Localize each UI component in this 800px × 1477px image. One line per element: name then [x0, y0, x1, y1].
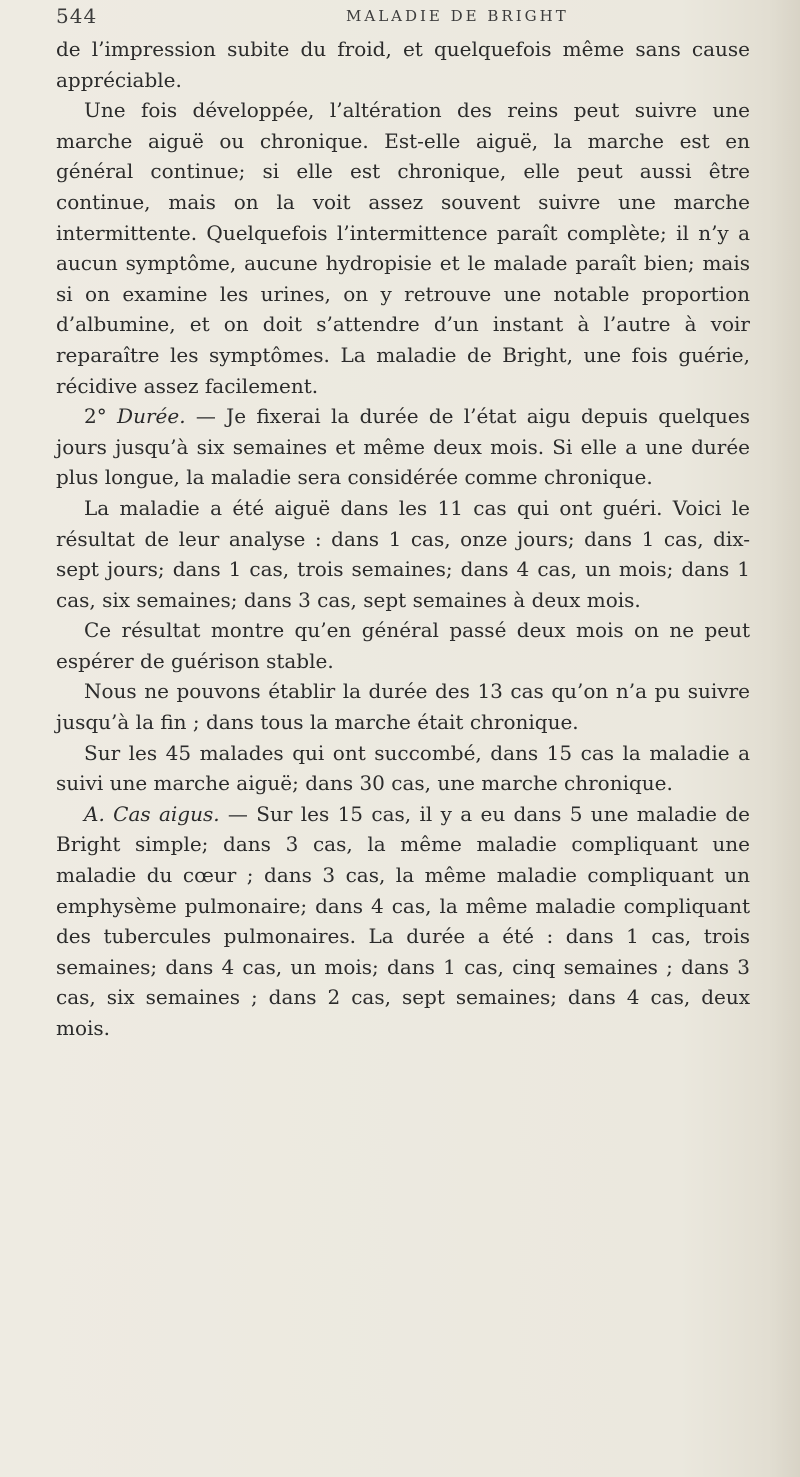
section-letter: A. [84, 801, 114, 826]
paragraph-text: Ce résultat montre qu’en général passé deux mois on ne peut espérer de guérison stable. [56, 618, 750, 673]
paragraph [56, 493, 750, 615]
section-number: 2° [84, 404, 118, 429]
page-header [56, 4, 756, 34]
body-text [56, 34, 750, 1044]
paragraph-text: Une fois développée, l’altération des reins peut suivre une marche aiguë ou chronique. Est-elle aiguë, la marche est en général continue; si elle est chronique, elle peut aussi être continue, mais on la voit assez souvent suivre une marche intermittente. Quelquefois l’intermittence paraît complète; il n’y a aucun symptôme, aucune hydropisie et le malade paraît bien; mais si on examine les urines, on y retrouve une notable proportion d’albumine, et on doit s’attendre d’un instant à l’autre à voir reparaître les symptômes. La maladie de Bright, une fois guérie, récidive assez facilement. [56, 98, 750, 398]
running-title: MALADIE DE BRIGHT [346, 7, 569, 25]
section-heading: Cas aigus. [113, 801, 220, 826]
paragraph [56, 95, 750, 401]
paragraph-text: Sur les 45 malades qui ont succombé, dans 15 cas la maladie a suivi une marche aiguë; dans 30 cas, une marche chronique. [56, 740, 750, 796]
paragraph [56, 738, 750, 799]
paragraph-cas-aigus [56, 799, 750, 1044]
paragraph-text: — Sur les 15 cas, il y a eu dans 5 une maladie de Bright simple; dans 3 cas, la même maladie compliquant une maladie du cœur ; dans 3 cas, la même maladie compliquant un emphysème pulmonaire; dans 4 cas, la même maladie compliquant des tubercules pulmonaires. La durée a été : dans 1 cas, trois semaines; dans 4 cas, un mois; dans 1 cas, cinq semaines ; dans 3 cas, six semaines ; dans 2 cas, sept semaines; dans 4 cas, deux mois. [56, 801, 750, 1040]
paragraph-text: Nous ne pouvons établir la durée des 13 cas qu’on n’a pu suivre jusqu’à la fin ; dans tous la marche était chronique. [56, 679, 750, 735]
paragraph-duree [56, 401, 750, 493]
paragraph-text: de l’impression subite du froid, et quelquefois même sans cause appréciable. [56, 37, 750, 92]
paragraph-text: — Je fixerai la durée de l’état aigu depuis quelques jours jusqu’à six semaines et même deux mois. Si elle a une durée plus longue, la maladie sera considérée comme chronique. [56, 404, 750, 490]
paragraph [56, 34, 750, 95]
page-number: 544 [56, 4, 98, 28]
paragraph [56, 676, 750, 737]
paragraph-text: La maladie a été aiguë dans les 11 cas qui ont guéri. Voici le résultat de leur analyse : dans 1 cas, onze jours; dans 1 cas, dix-sept jours; dans 1 cas, trois semaines; dans 4 cas, un mois; dans 1 cas, six semaines; dans 3 cas, sept semaines à deux mois. [56, 495, 750, 612]
section-heading: Durée. [117, 404, 186, 429]
paragraph [56, 615, 750, 676]
